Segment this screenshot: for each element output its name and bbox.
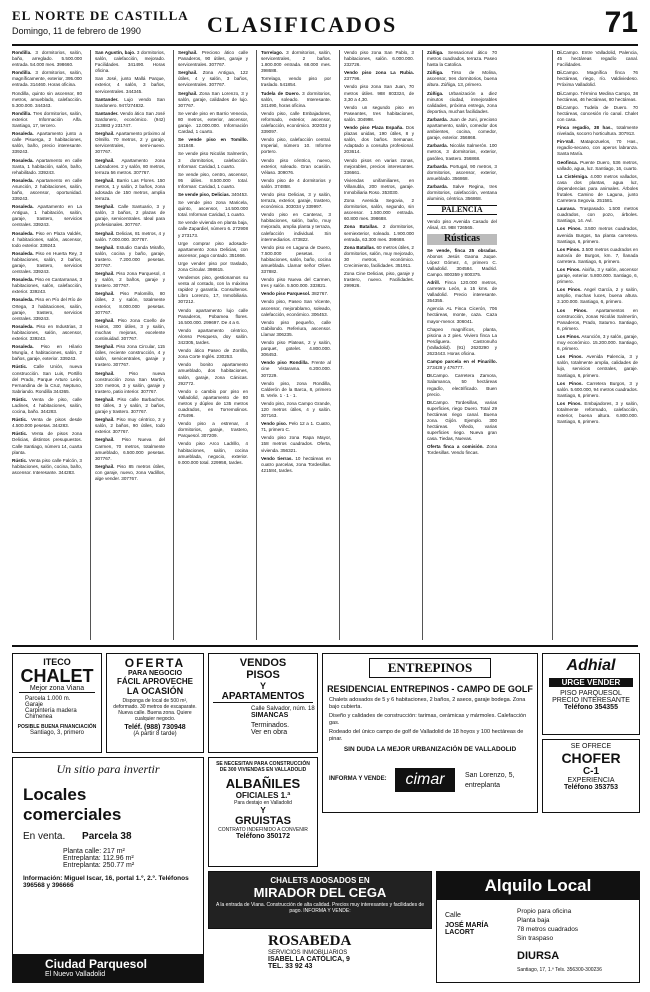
ad-chalet-footer: POSIBLE BUENA FINANCIACIÓN [17, 724, 97, 730]
listing: DI.Campo. Carretera Zamora, Salamanca, 50 hectáreas regadío, electrificado. Buen precio. [427, 373, 497, 397]
ad-chofer [542, 739, 640, 813]
entrepinos-tagline: SIN DUDA LA MEJOR URBANIZACIÓN DE VALLADOLID [343, 746, 517, 753]
ad-oferta-phone: Teléf. (988) 730948 [124, 724, 186, 731]
masthead: EL NORTE DE CASTILLA [12, 8, 189, 23]
ad-vendos-bullet: Ver en obra [251, 729, 288, 736]
ad-chalet [12, 653, 102, 753]
palencia-listing: Vendo piso Avenida Casado del Alisal, 43. 988 726565. [427, 219, 497, 231]
chofer-phone: Teléfono 353753 [564, 784, 618, 791]
listing: Rosaleda. Apartamento en calle Asunción, 2 habitaciones, salón, baño, ascensor, oportunidad. 339243. [12, 177, 82, 202]
ad-adosados [208, 871, 432, 929]
listing: Oferta finca a comisión. Zona Tordesillas. Vendo fincas. [427, 444, 497, 456]
listing: Vendo pisos en varias zonas, mejorables, precios interesantes. 336661. [344, 157, 414, 175]
listing: Vendo piso Plateas, 2 y salón, parquet, gotelet. 4.800.000. 306453. [261, 340, 331, 358]
ad-rosabeda [208, 931, 430, 981]
listing: Serghail. Estudio Ganda Miraflo, salón, cocina y baño, garaje, trastero. 7.200.000 pesetas. 307767. [95, 244, 165, 268]
listing: Vendo apartamento lujo calle Panaderos, Pobamea flores. 16.500.000. 299697. De 4 a 6. [178, 307, 248, 325]
listing: Vendo piso, zona Campo Grande, 120 metros útiles, 4 y salón. 307163. [261, 400, 331, 419]
listing: Se vende vivienda en planta baja, calle Zapardiel, número 6. 272908 y 273173. [178, 220, 248, 238]
listing: Vendo piso Delicias, 3 y salón, terraza, exterior, garaje, trastero, económico. 303034 y 339997. [261, 191, 331, 210]
chofer-title: CHOFER [561, 750, 621, 766]
listing: Serghail. Piso Nueva del Carmen, 70 metros, totalmente amueblado, 6.500.000 pesetas. 307767. [95, 437, 165, 461]
page-number: 71 [604, 6, 638, 39]
listing: Viviendas unifamiliares, en Villanubla, 200 metros, garaje. Inmobiliaria Roso. 353030. [344, 177, 414, 195]
listing: Zona Cine Delicias, piso, garaje y trastero, nuevo. Facilidades. 299926. [344, 271, 414, 289]
entrepinos-address1: San Lorenzo, 5, [465, 772, 515, 779]
listing: Torrelago, vendo piso por traslado. 541854. [261, 76, 331, 88]
alquilo-line: Propio para oficina [517, 908, 572, 915]
alquilo-line: Planta baja [517, 917, 550, 924]
listing: Rondilla. 3 dormitorios, salón, magníficamente, exterior, 395.000 entrada. 314460. Horas oficina. [12, 70, 82, 88]
listing: Serghail. Piso zona Parquesol, 4 y salón, 2 baños, garaje y trastero. 307767. [95, 271, 165, 289]
locales-venta: En venta. [23, 831, 66, 842]
ad-vendos-address1: Calle Salvador, núm. 18 [251, 706, 315, 712]
listing: Fin-Vall. Matapozuelos, 70 Has., regadío-secano, con aperos labranza. Santa María. [557, 139, 638, 157]
listing: Urge vender piso por traslado, zona Circular. 398615. [178, 260, 248, 272]
display-ads [12, 645, 638, 987]
albaniles-title2: GRUISTAS [234, 815, 292, 827]
listing: Se vende piso en Tomillo. 341848. [178, 137, 248, 149]
ad-chalet-brand: ITECO [43, 657, 71, 667]
listing: Chapeo magníficos, planta, piscina a 2 pies. Viviero finca La Perdiguera. Castronuño (Valladolid). (91) 2620290 y 2623443. Horas oficina. [427, 326, 497, 357]
listing: Vendo piso zona La Rubia. 237796. [344, 70, 414, 82]
entrepinos-bullet: Chalets adosados de 5 y 6 habitaciones, 2 baños, 2 aseos, garaje bodega. Zona bajo cubierta. [329, 697, 526, 710]
locales-info: Información: Miguel Iscar, 16, portal 1.º, 2.º. Teléfonos 396568 y 396666 [23, 875, 189, 889]
column-2 [95, 50, 165, 640]
listing: Serghail. Piso Palomillo, 80 útiles, 2 y salón, totalmente exterior, 8.000.000 pesetas. 307767. [95, 291, 165, 315]
classified-columns [12, 50, 638, 640]
ad-oferta-body: Disponga de local de 500 m², deformado. 30 metros de escaparate. Nueva calle. Buena zona. Quiere cualquier negocio. [113, 698, 197, 722]
listing: Finca regadío, 38 has., totalmente nivelada, socorro horticultura. 307913. [557, 125, 638, 137]
adhial-phone: Teléfono 354355 [564, 704, 618, 711]
page-header [12, 6, 638, 46]
listing: Se vende piso, centro, ascensor, 95 útiles. 8.500.000 total. Informan: Caridad, 1 cuarto. [178, 171, 248, 189]
locales-brand-bar [13, 954, 203, 982]
listing: Vendo piso en Canterac, 3 habitaciones, salón, baño, muy mejorado, amplia planta y terraza, calefacción individual. Sin intermediarios. 473822. [261, 212, 331, 242]
column-6 [427, 50, 497, 640]
ad-chalet-address: Santiago, 3, primero [29, 730, 85, 736]
listing: Se vende piso zona Maricela, quinto, ascensor, 14.500.000 total. Informan Caridad, 1 cuarto. [178, 200, 248, 218]
entrepinos-address2: entreplanta [465, 782, 501, 789]
rosabeda-logo: ROSABEDA [268, 933, 352, 949]
listing: Serghail. Apartamento próximo al Olmillo. 70 metros, 2 y garaje, servicentrales, semi-nuevo. 307767. [95, 131, 165, 155]
ad-oferta-line1: PARA NEGOCIO [127, 670, 183, 677]
listing: Vendo piso, Paseo San Vicente, ascensor, mejorablamo, soleado, calefacción, económico. 306453. [261, 299, 331, 317]
alquilo-brand: DIURSA [517, 950, 560, 962]
adhial-urge: URGE VENDER [549, 678, 633, 687]
listing: Zona Batallas. 60 metros útiles, 2 dormitorios, salón, muy mejorado, 30 metros, económico. Crecimiento, facilidades. 351911. [344, 244, 414, 268]
listing: Serghail. Calle Santuario, 3 y salón, 3 baños, 2 plazas de garaje, servicentrales. Ideal para profesionales. 307767. [95, 204, 165, 228]
ad-vendos-and: Y [259, 681, 266, 691]
ad-adhial [542, 653, 640, 735]
albaniles-phone: Teléfono 350172 [236, 833, 290, 840]
ad-chalet-line: Chimenea [25, 714, 53, 720]
listing: DI.Campo. Tordesillas, varias superficies, riego Duero. Total 29 hectáreas riego canal. Buena zona. Gijón. Ejemplo. 300 hectáreas. Viñedo, varias superficies riego. Nueva gran casa. Tiedas, Nuevas. [427, 399, 497, 442]
listing: Rosaleda. Apartamento junto a calle Pisuerga, 2 habitaciones, salón, baño, precio interesante. 339243. [12, 131, 82, 155]
column-1 [12, 50, 82, 640]
listing: Vendo un segundo piso en Paseantes, tres habitaciones, salón. 304998. [344, 104, 414, 122]
listing: Serghail. Barrio Las Flores. 150 metros, 1 y salón, 2 baños, zona adosada de 150 metros, amplia terraza. [95, 177, 165, 202]
adhial-logo: Adhial [566, 657, 616, 674]
alquilo-line: 78 metros cuadrados [517, 926, 579, 933]
listing: Zarbarda. Salve Regina, tres dormitorios, calefacción, ventana aluminio, céntrica. 356868. [427, 183, 497, 202]
entrepinos-title: RESIDENCIAL ENTREPINOS - CAMPO DE GOLF [327, 684, 533, 694]
listing: Rosaleda. Apartamento en La Antigua, 1 habitación, salón, garaje, trastero, servicios centrales. 339243. [12, 204, 82, 228]
listing: Serghail. Zona San Lorenzo, 3 y salón, garaje, calidades de lujo. 307767. [178, 90, 248, 108]
column-6-after [427, 248, 497, 457]
ad-vendos-pisos [208, 653, 318, 753]
listing: Santander. Lujo vendo San Sardonero. 947/274832. [95, 96, 165, 108]
ad-vendos-title1: VENDOS [239, 657, 287, 669]
listing: Vendo o cambio por piso en Valladolid, apartamento de 80 metros y dúplex de 135 metros cuadrados, en Torremolinos. 475496. [178, 388, 248, 419]
ad-vendos-bullet: Terminados. [251, 722, 290, 729]
entrepinos-info-label: INFORMA Y VENDE: [329, 776, 387, 782]
albaniles-subtitle: OFICIALES 1.ª [235, 791, 291, 800]
ad-oferta-hours: (A partir 8 tarde) [133, 731, 177, 737]
listing: Vendo piso céntrico, nuevo, exterior, soleado. Gran ocasión. Vélaso. 309076. [261, 157, 331, 175]
column-5 [344, 50, 414, 640]
ad-chalet-line: Parcela 1.000 m. [25, 696, 71, 702]
listing: Los Pinos. Avenida Palencia, 3 y salón, totalmente amplia, calidades de lujo, servicios centrales, garaje. Santiago, 6, primero. [557, 354, 638, 378]
albaniles-contact: CONTRATO INDEFINIDO A CONVENIR [218, 827, 308, 833]
listing: Los Pinos. 3.500 metros cuadrados, avenida Burgos, 5a planta carretera. Santiago, 6, primero. [557, 226, 638, 244]
listing: Di.Campo. Entre Valladolid, Palencia, 45 hectáreas regadío canal. Facilidades. [557, 50, 638, 68]
adhial-line1: PISO PARQUESOL [560, 690, 622, 697]
listing: Rosaleda. Piso en Cantarranas, 3 habitaciones, salón, calefacción, exterior. 339243. [12, 277, 82, 295]
listing: Vendo piso, calefacción central. Imperial, número 10. Informe portero. [261, 137, 331, 155]
chofer-license: C-1 [582, 766, 600, 777]
listing: Zúñiga. Tirso de Molina, ascensor, tres dormitorios, buena altura. Zúñiga, 13, primero. [427, 70, 497, 88]
listing: Rústic. Venta de pisos zona Delicias, distintos presupuestos. Calle Santiago, número 14, cuarta planta. [12, 431, 82, 455]
rosabeda-address: ISABEL LA CATÓLICA, 9 [268, 956, 350, 963]
listing: Vendo piso Parquesol. 382767. [261, 291, 329, 297]
listing: Tudela de Duero. 3 dormitorios, salón, soleado. Interesante. 341490, horas oficina. [261, 90, 331, 108]
albaniles-and: Y [260, 806, 266, 815]
listing: San Agustín, bajo. 3 dormitorios, salón, calefacción, mejorado. Facilidades. 341490. Horas oficina. [95, 50, 165, 74]
listing: Los Pinos. Asunción, 3 y salón, garaje, muy económico. 15.200.000. Santiago, 6, primero. [557, 333, 638, 352]
listing: Agencia AL Finca Cicerón, 706 hectáreas, monte, caza. Caza mayor-menor. 306041. [427, 306, 497, 324]
listing: Se vende piso, Delicias. 340453. [178, 191, 248, 197]
locales-brand2: El Nuevo Valladolid [45, 971, 106, 978]
listing: Serghail. Piso muy céntrico, 3 y salón, 2 baños, 90 útiles, todo exterior. 307767. [95, 417, 165, 435]
listing: Serghail. Delicias, 81 metros, 4 y salón. 7.000.000. 307767. [95, 230, 165, 242]
listing: Vendo piso zona San Pablo, 3 habitaciones, salón. 6.000.000. 232726. [344, 50, 414, 68]
listing: Di.Campo. Tudela de Duero. 70 hectáreas, concesión río canal. Chalet con casa. [557, 104, 638, 122]
listing: Los Pinos. Aixiña, 3 y salón, ascensor garaje, exterior. 5.800.000. Santiago, 6, primero. [557, 267, 638, 285]
listing: Campo parcela en el Pinarillo. 273428 y 476777. [427, 359, 497, 371]
listing: Los Pinos. Angel García, 2 y salón, amplio, muchas luces, buena altura. 3.100.000. Santiago, 6, primero. [557, 287, 638, 305]
rosabeda-phone: TEL. 33 92 43 [268, 963, 313, 970]
locales-brand: Ciudad Parquesol [45, 957, 148, 971]
listing: Laurasa. Traspasado. 1.500 metros cuadrados, con pozo, árboles. Santiago, 14. Avl. [557, 206, 638, 224]
listing: Rondilla. 3 dormitorios, salón, baño, arreglado. 5.500.000 entrada. 54.000 mes. 398660. [12, 50, 82, 68]
listing: Vendo piso Arco Ladrillo, 4 habitaciones, salón, cocina amueblada, negocio, exterior. 9.000.000 total. 229958, tardes. [178, 441, 248, 465]
adosados-title: MIRADOR DEL CEGA [253, 885, 387, 900]
ad-alquilo [436, 871, 640, 983]
listing: Torrelago. 3 dormitorios, salón, servicentrales, 2 baños. 1.800.000 entrada. 68.000 mes. 398688. [261, 50, 331, 74]
listing: Vendemos piso, gestionamos su venta al contado, con la máxima rapidez y garantía. Consultenos. Libro Lorenzo, 17, Inmobiliaria. 307212. [178, 275, 248, 305]
listing: Vendo piso zona Rapa Mayor, 158 metros cuadrados. Oferta, vivienda. 356321. [261, 435, 331, 453]
ad-vendos-title2: PISOS [246, 669, 280, 681]
listing: Serghail. Apartamento zona Labradores. 2 y salón, 80 metros, terraza 56 metros. 307767. [95, 157, 165, 175]
listing: Se vende piso Nicolás Salmerón, 3 dormitorios, calefacción. Informan: Caridad, 1 cuarto. [178, 151, 248, 169]
listing: Rosaleda. Piso en Industrias, 3 habitaciones, salón, ascensor, exterior. 339243. [12, 323, 82, 342]
listing: Serghail. Zona Antigua, 122 útiles, 4 y salón, 3 baños, servicentrales. 307767. [178, 70, 248, 88]
ad-chalet-line: Carpintería madera [25, 708, 77, 714]
alquilo-title: Alquilo Local [437, 872, 639, 900]
locales-parcela: Parcela 38 [82, 831, 132, 842]
listing: Vendo piso Nueva del Carmen, tres y salón. 5.500.000. 333821. [261, 277, 331, 289]
listing: Vendo piso, zona Rondilla, Calderón de la Barca, 8, primero B. Verle. 1 · 1 · 1. [261, 380, 331, 398]
listing: Se vende, finca 25 obradas. Abonos Jesús Gaona Juque. López Gómez, 4, primero C. Valladolid. 304584. Madrid. Campo. 800359 y 800375. [427, 247, 497, 277]
listing: Se vende piso en Barrio Venecia, 80 metros, exterior, ascensor, garaje. 12.000.000. Información Cardad, 1 cuarto. [178, 110, 248, 135]
listing: Vendo piso Plaza España. Dos plazas unidas, 190 útiles, 8 y salón, dos baños. Semanas. Adaptado a consulta profesional. 203614. [344, 125, 414, 155]
listing: San José, junto Mallá Parque, exterior, 4 salón, 3 baños, servicentrales. 344345. [95, 76, 165, 94]
ad-locales [12, 757, 204, 983]
listing: Santander. Vendo ático San José Sardonero, económico. (942) 213883 y 231747. [95, 110, 165, 129]
listing: Rústic. Venta piso calle Falcón, 3 habitaciones, salón, cocina, baño, ascensor. Interesante. 344283. [12, 457, 82, 475]
listing: Serghail. Piso zona Coello de Hairos, 300 útiles, 3 y salón, muchas mejoras, excelente continuidad. 307767. [95, 317, 165, 342]
listing: Rondilla, quinto sin ascensor, 80 metros, amueblado, calefacción. 5.300.000. 344343. [12, 90, 82, 108]
listing: Zarbarda. Nicolás Salmerón. 100 metros, 3 dormitorios, exterior, gasóleo, trastero. 356868. [427, 143, 497, 161]
chofer-head: SE OFRECE [570, 743, 612, 750]
listing: Vendo bonito apartamento amueblado, dos habitaciones, salón, garaje, zona Cánicas. 292772. [178, 362, 248, 386]
listing: Zarbarda. Portugal, 90 metros, 3 dormitorios, ascensor, exterior, amueblado. 356868. [427, 163, 497, 181]
ad-oferta [106, 653, 204, 753]
listing: Los Pinos. 3.500 metros cuadrados en autovía de Burgos, km. 7, llanada carretera. Santiago, 6, primero. [557, 246, 638, 264]
listing: Vendo piso. Pelo 12 a 1. Cuatro, 71, primero C. [261, 421, 331, 433]
entrepinos-bullet: Rodeado del único campo de golf de Valladolid de 18 hoyos y 100 hectáreas de pinar. [329, 729, 524, 742]
listing: Vendo piso Rondilla. Frente al cine Vistarama. 6.200.000. 307229. [261, 360, 331, 378]
listing: Rústic. Calle Unión, nueva construcción. San Luis, Portillo del Prado, Parque Arturo León, Fernandina de la Cruz, Neptuno, Sabriando. Rondilla 344365. [12, 364, 82, 394]
entrepinos-bullet: Diseño y calidades de construcción: tarimas, cerámicas y mármoles. Calefacción gas. [329, 713, 527, 726]
listing: Vendo piso pequeño, calle Gabilondo. Referiura, ascensor. Llamar 306235. [261, 319, 331, 337]
locales-script: Un sitio para invertir [56, 762, 160, 776]
listing: Serghail. Piso 85 metros útiles, con garaje, nuevo, zona Vadillos, alge vender. 307767. [95, 463, 165, 481]
listing: La Cistérniga. 4.000 metros vallados, casa dos plantas, agua luz, dependencias para animales. Árboles frutales. Camino de Laguna, junto Carretera Segovia. 251581. [557, 173, 638, 204]
listing: Vendo piso en Laguna de Duero, 7.500.000 pesetas. 4 habitaciones, salón, baño, cocina amueblada. Llamar señor Oliver. 337882. [261, 244, 331, 275]
rosabeda-sub: SERVICIOS INMOBILIARIOS [268, 950, 348, 956]
ad-oferta-title: OFERTA [124, 656, 186, 670]
adhial-line2: PRECIO INTERESANTE [552, 697, 630, 704]
alquilo-line: Sin traspaso [517, 935, 554, 942]
rusticas-heading: Rústicas [427, 234, 497, 244]
column-6-items [427, 50, 497, 202]
adosados-head: CHALETS ADOSADOS EN [270, 876, 370, 885]
locales-title2: comerciales [23, 805, 122, 824]
ad-vendos-title3: APARTAMENTOS [213, 691, 313, 703]
albaniles-title: ALBAÑILES [225, 776, 301, 791]
listing: Vendo piso de 4 dormitorios y salón. 374858. [261, 177, 331, 189]
ad-oferta-line3: LA OCASIÓN [126, 686, 184, 696]
listing: Urge comprar piso adosado-apartamento zona Delicias, con ascensor, pago contado. 351666. [178, 240, 248, 258]
column-7 [557, 50, 638, 640]
issue-date: Domingo, 11 de febrero de 1990 [12, 26, 141, 36]
listing: Serghail. Precioso ático calle Panaderos, 90 útiles, garaje y servicentrales. 307767. [178, 50, 248, 68]
listing: Adrill. Finca 120.000 metros, carretera León, a 15 kms. de Valladolid. Precio interesante. 354355. [427, 280, 497, 304]
listing: Rústic. Venta de pisos desde 4.500.000 pesetas. 344283. [12, 417, 82, 429]
ad-chalet-line: Garaje [25, 702, 44, 708]
locales-line: Planta calle: 217 m² [63, 848, 125, 855]
palencia-heading: PALENCIA [427, 205, 497, 215]
listing: Rosaleda. Piso en Pío del Río de Ortega, 3 habitaciones, salón, garaje, trastero, servicios centrales. 339243. [12, 297, 82, 321]
cimar-logo: cimar [395, 768, 455, 792]
ad-albaniles [208, 757, 318, 867]
listing: Vendo tierras. 10 hectáreas en cuatro parcelas, zona Tordesillas. 421584, tardes. [261, 455, 331, 473]
albaniles-head: SE NECESITAN PARA CONSTRUCCIÓN DE 300 VIVIENDAS EN VALLADOLID [216, 761, 310, 773]
column-4 [261, 50, 331, 640]
alquilo-street: JOSÉ MARÍA LACORT [445, 922, 489, 936]
listing: Vendo ático Paseo de Zorrilla, zona Corte Inglés. 230253. [178, 348, 248, 360]
ad-chalet-title: CHALET [20, 666, 94, 686]
locales-title: Locales [23, 785, 87, 804]
listing: Rosaleda. Piso en Plaza Valdés, 4 habitaciones, salón, ascensor, todo exterior. 339243. [12, 230, 82, 248]
listing: Rústic. Venta de piso, calle Ladines, 4 habitaciones, salón, cocina, baño. 344283. [12, 396, 82, 415]
albaniles-note: Para destajo en Valladolid [234, 800, 292, 806]
section-title: CLASIFICADOS [207, 12, 398, 37]
listing: Zúñiga. Sensacional ático 70 metros cuadrados, terraza. Paseo hasta la Catolica. [427, 50, 497, 68]
listing: Zona Batallas. 2 dormitorios, semiexterior, soleado. 1.900.000 entrada, 63.300 mes. 398688. [344, 224, 414, 242]
listing: Vendo apartamento céntrico, Alonso Pesquera, doy salón. 342305, tardes. [178, 327, 248, 346]
ad-entrepinos [322, 653, 538, 813]
listing: Serghail. Piso nueva construcción zona San Martín, 100 metros, 3 y salón, garaje y trastero, patio interior. 307767. [95, 370, 165, 394]
listing: Vendo piso zona San Juan, 70 metros útiles. 988 803324, de 3,30 a 4,30. [344, 84, 414, 102]
ad-vendos-address2: SIMANCAS [251, 712, 289, 719]
listing: Zona Avenida Segovia, 2 dormitorios, salón, segundo, sin ascensor. 1.500.000 entrada. 60.800 mes. 398688. [344, 198, 414, 222]
adosados-body: A la entrada de Viana. Construcción de alta calidad. Precios muy interesantes y facilidades de pago. INFORMA Y VENDE: [215, 902, 425, 914]
locales-line: Entreplanta: 112.96 m² [63, 855, 134, 862]
listing: Rosaleda. Piso en Huerta Rey, 3 habitaciones, salón, 2 baños, garaje, trastero, servicios centrales. 339243. [12, 250, 82, 275]
listing: Vendo piso a estrenar, 4 dormitorios, garaje, trastero, Parquesol. 307209. [178, 421, 248, 439]
listing: Di.Campo. Magnífica finca 76 hectáreas, riego, río. Valdiviedeso. Próxima Valladolid. [557, 70, 638, 88]
entrepinos-logo: ENTREPINOS [369, 658, 491, 678]
listing: Rondilla. Tres dormitorios, salón, exterior. Información Alfa. Santiago, 17, tercero. [12, 110, 82, 129]
listing: Zúñiga. Urbanización a diez minutos ciudad, inmejorables calidades, próxima entrega, zona deportiva, muchas facilidades. [427, 90, 497, 114]
column-3 [178, 50, 248, 640]
listing: Vendo piso, calle Embajadores, reformado, exterior, ascensor, calefacción, económico. 302034 y 339097. [261, 110, 331, 135]
chofer-sub: EXPERIENCIA [567, 777, 615, 784]
listing: Di.Campo. Término Medina Campo, 38 hectáreas, 46 hectáreas, 80 hectáreas. [557, 90, 638, 102]
listing: Serghail. Piso calle Barbachos. 93 útiles, 3 y salón, 2 baños, garaje y trastero. 307767. [95, 396, 165, 415]
listing: Los Pinos. Embajadores, 3 y salón, totalmente reformado, calefacción, exterior, buena altura. 6.800.000. Santiago, 6, primero. [557, 400, 638, 425]
ad-oferta-line2: FÁCIL APROVECHE [116, 677, 193, 686]
listing: Los Pinos. Carretera Burgos, 3 y salón. 5.600.000, 94 metros cuadrados. Santiago, 6, primero. [557, 380, 638, 398]
listing: Geofinca. Puente Duero, 536 metros, vallado, agua, luz. Santiago, 16, cuarto. [557, 159, 638, 171]
listing: Rosaleda. Apartamento en calle Santa, 1 habitación, salón, baño, rehabilitado. 339243. [12, 157, 82, 175]
listing: Zarbarda. Juan de Juni, precioso apartamento, salón, comedor dos ambientes, cocina, comedor, garaje, exterior. 356868. [427, 116, 497, 141]
ad-chalet-subtitle: Mejor zona Viana [19, 685, 95, 693]
locales-line: Entreplanta: 250.77 m² [63, 862, 135, 869]
alquilo-address: Santiago, 17, 1.º Tels. 356300-300236 [517, 967, 602, 973]
listing: Los Pinos. Apartamentos en construcción, zonas Nicolás Salmerón, Panaderos, Prado, Saturno. Santiago, 6, primero. [557, 307, 638, 331]
listing: Rosaleda. Piso en Hilario Mungía, 4 habitaciones, salón, 2 baños, garaje, exterior. 339243. [12, 344, 82, 362]
alquilo-calle: Calle [445, 912, 461, 919]
listing: Serghail. Piso zona Circular, 115 útiles, reciente construcción, 4 y salón, servicentrales, garaje y trastero. 307767. [95, 344, 165, 368]
